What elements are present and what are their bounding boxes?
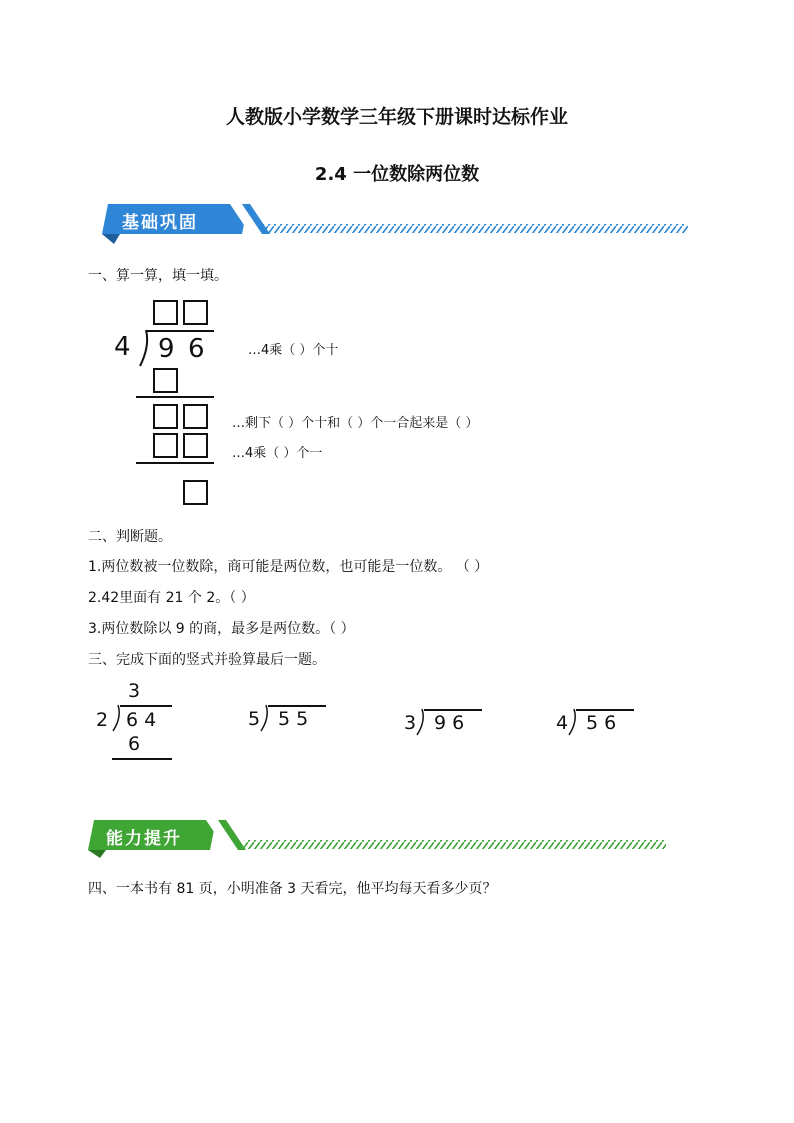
example-dividend: 6 4 xyxy=(126,709,157,731)
q3-example-division xyxy=(92,678,182,763)
q3-heading: 三、完成下面的竖式并验算最后一题。 xyxy=(88,652,326,668)
q1-divisor: 4 xyxy=(114,332,131,362)
subtraction-line-2 xyxy=(136,462,214,464)
subtraction-line-1 xyxy=(136,396,214,398)
q1-note-1: …4乘（ ）个十 xyxy=(248,343,339,358)
q1-dividend-ones: 6 xyxy=(188,334,205,364)
example-divisor: 2 xyxy=(96,709,109,731)
example-division-bar xyxy=(120,705,172,707)
example-quotient: 3 xyxy=(128,680,141,702)
q2-heading: 二、判断题。 xyxy=(88,529,172,545)
section-banner-basic xyxy=(100,202,690,244)
q2-item-1: 1.两位数被一位数除，商可能是两位数，也可能是一位数。 （ ） xyxy=(88,559,489,575)
answer-box-remainder-tens[interactable] xyxy=(153,404,178,429)
q1-note-3: …4乘（ ）个一 xyxy=(232,446,323,461)
page-subtitle: 2.4 一位数除两位数 xyxy=(314,164,480,185)
problem-3-division-bar xyxy=(576,709,634,711)
problem-1-division-bar xyxy=(268,705,326,707)
problem-2-dividend: 9 6 xyxy=(434,712,465,734)
section-banner-ability xyxy=(86,818,670,858)
q2-item-3: 3.两位数除以 9 的商，最多是两位数。（ ） xyxy=(88,621,355,637)
q3-problem-3 xyxy=(552,704,642,744)
q3-problem-2 xyxy=(400,704,490,744)
q4-text: 四、一本书有 81 页，小明准备 3 天看完，他平均每天看多少页？ xyxy=(88,881,497,897)
section-title-ability: 能力提升 xyxy=(106,829,182,849)
q1-heading: 一、算一算，填一填。 xyxy=(88,268,228,284)
problem-3-bracket xyxy=(568,708,578,736)
q3-problem-1 xyxy=(244,700,334,740)
example-product: 6 xyxy=(128,733,141,755)
problem-2-divisor: 3 xyxy=(404,712,417,734)
problem-1-divisor: 5 xyxy=(248,708,261,730)
answer-box-product-2-tens[interactable] xyxy=(153,433,178,458)
problem-1-bracket xyxy=(260,704,270,732)
problem-2-bracket xyxy=(416,708,426,736)
q2-item-2: 2.42里面有 21 个 2。（ ） xyxy=(88,590,255,606)
division-bar xyxy=(146,330,214,332)
answer-box-product-2-ones[interactable] xyxy=(183,433,208,458)
answer-box-product-1[interactable] xyxy=(153,368,178,393)
answer-box-quotient-ones[interactable] xyxy=(183,300,208,325)
example-bracket xyxy=(112,704,122,732)
division-bracket xyxy=(138,328,150,368)
answer-box-quotient-tens[interactable] xyxy=(153,300,178,325)
problem-1-dividend: 5 5 xyxy=(278,708,309,730)
problem-2-division-bar xyxy=(424,709,482,711)
answer-box-final-remainder[interactable] xyxy=(183,480,208,505)
page-title: 人教版小学数学三年级下册课时达标作业 xyxy=(225,106,568,128)
problem-3-divisor: 4 xyxy=(556,712,569,734)
answer-box-remainder-ones[interactable] xyxy=(183,404,208,429)
q1-note-2: …剩下（ ）个十和（ ）个一合起来是（ ） xyxy=(232,416,479,431)
q1-long-division xyxy=(110,296,230,511)
example-subtraction-line xyxy=(112,758,172,760)
section-title-basic: 基础巩固 xyxy=(122,213,198,233)
problem-3-dividend: 5 6 xyxy=(586,712,617,734)
q1-dividend-tens: 9 xyxy=(158,334,175,364)
